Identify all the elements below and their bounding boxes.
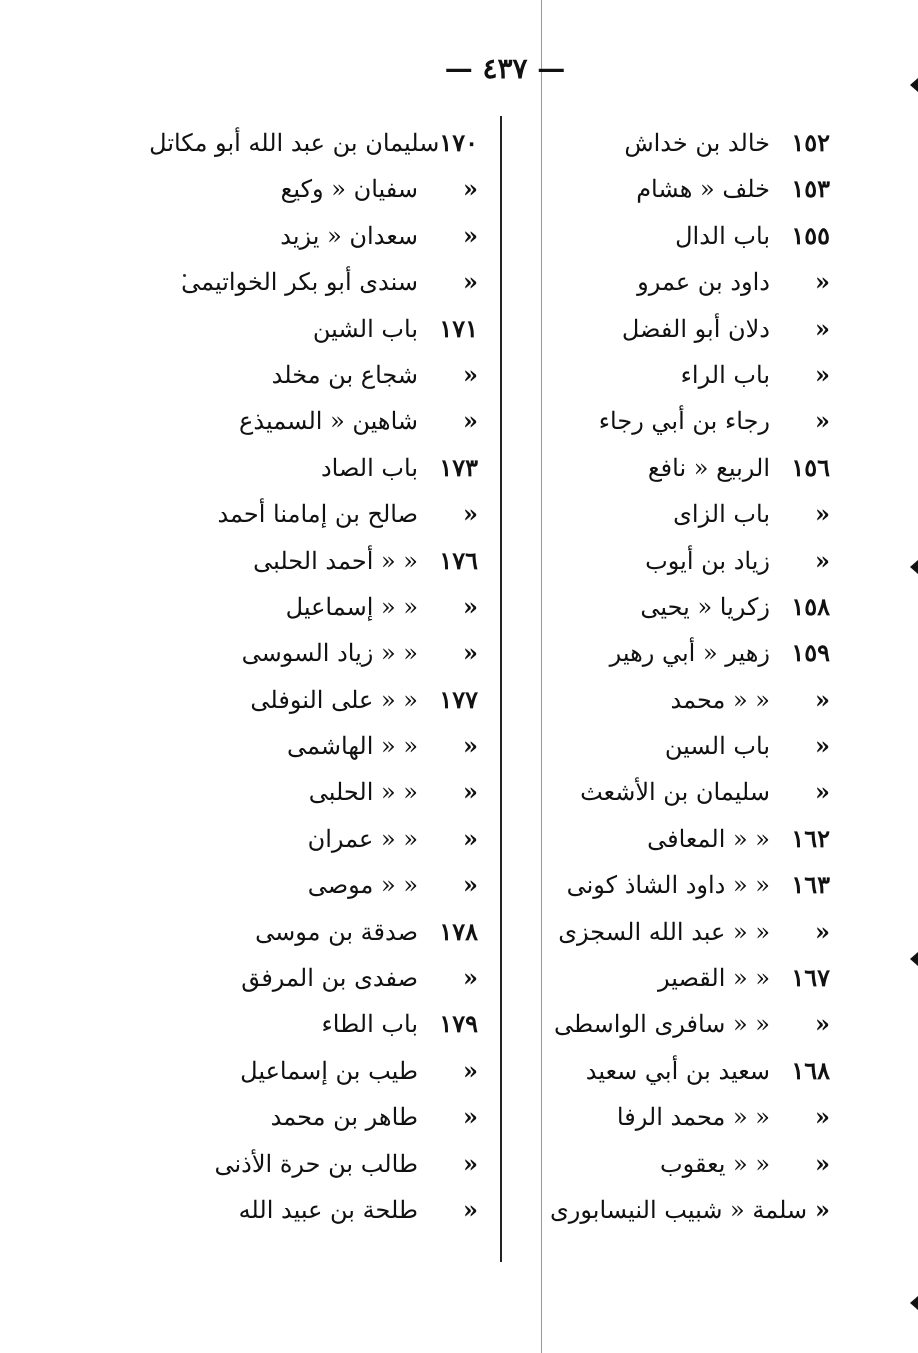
entry-name: باب الزاى: [673, 500, 770, 529]
entry-name: دلان أبو الفضل: [621, 314, 770, 343]
index-entry: [550, 538, 830, 584]
index-entry: [178, 213, 478, 259]
entry-page-number: ١٧٩: [439, 1009, 478, 1039]
entry-page-number: «: [815, 916, 830, 946]
entry-name: شجاع بن مخلد: [271, 360, 418, 389]
entry-name: « « القصير: [657, 964, 770, 993]
entry-page-number: «: [463, 174, 478, 204]
index-entry: [178, 955, 478, 1001]
entry-page-number: ١٧٨: [439, 916, 478, 946]
entry-name: باب الصاد: [320, 453, 418, 482]
entry-name: زياد بن أيوب: [645, 546, 770, 575]
index-entry: [550, 1048, 830, 1094]
entry-name: صدقة بن موسى: [255, 917, 418, 946]
index-entry: [550, 398, 830, 444]
entry-page-number: «: [463, 777, 478, 807]
index-entry: [178, 491, 478, 537]
index-entry: [550, 955, 830, 1001]
entry-name: خلف « هشام: [636, 175, 770, 204]
entry-page-number: «: [463, 359, 478, 389]
entry-name: « « عبد الله السجزى: [558, 917, 770, 946]
entry-name: « « سافرى الواسطى: [553, 1010, 770, 1039]
entry-name: سليمان بن عبد الله أبو مكاتل: [149, 129, 440, 157]
entry-page-number: ١٧٧: [439, 684, 478, 714]
entry-name: طلحة بن عبيد الله: [238, 1195, 418, 1224]
entry-page-number: ١٦٨: [791, 1055, 830, 1085]
entry-page-number: ١٧٦: [439, 545, 478, 575]
entry-name: « « محمد الرفا: [616, 1103, 770, 1132]
entry-name: باب الراء: [680, 360, 770, 389]
index-entry: [178, 1094, 478, 1140]
entry-name: سعدان « يزيد: [280, 221, 418, 250]
entry-name: طاهر بن محمد: [270, 1103, 418, 1132]
entry-page-number: ١٥٥: [791, 220, 830, 250]
entry-page-number: «: [815, 267, 830, 297]
entry-page-number: «: [463, 731, 478, 761]
index-entry: [550, 769, 830, 815]
index-entry: [550, 723, 830, 769]
entry-page-number: «: [815, 545, 830, 575]
entry-name: زكريا « يحيى: [640, 592, 770, 621]
margin-mark: [910, 952, 918, 966]
index-entry: [550, 213, 830, 259]
entry-page-number: ١٧٠: [439, 128, 478, 157]
index-entry: [550, 584, 830, 630]
entry-name: زهير « أبي رهير: [609, 639, 770, 668]
entry-name: باب الطاء: [321, 1010, 418, 1039]
entry-page-number: «: [815, 1148, 830, 1178]
entry-name: « « أحمد الحلبى: [253, 546, 418, 575]
index-entry: [178, 909, 478, 955]
entry-name: طيب بن إسماعيل: [240, 1056, 418, 1085]
entry-page-number: «: [815, 777, 830, 807]
index-entry: [178, 816, 478, 862]
index-entry: [550, 630, 830, 676]
entry-page-number: «: [463, 1194, 478, 1224]
entry-page-number: «: [815, 313, 830, 343]
entry-page-number: «: [815, 406, 830, 436]
index-entry: [178, 723, 478, 769]
entry-name: « « موصى: [307, 871, 418, 900]
entry-name: طالب بن حرة الأذنى: [214, 1149, 418, 1178]
index-entry: [550, 1094, 830, 1140]
entry-name: داود بن عمرو: [637, 268, 770, 297]
entry-name: « « إسماعيل: [285, 592, 418, 621]
index-entry: [178, 1001, 478, 1047]
entry-name: « « داود الشاذ كونى: [566, 871, 770, 900]
entry-name: شاهين « السميذع: [239, 407, 418, 436]
index-entry: [178, 862, 478, 908]
entry-name: خالد بن خداش: [624, 129, 770, 157]
index-entry: [178, 1141, 478, 1187]
index-entry: [178, 1048, 478, 1094]
entry-page-number: «: [463, 638, 478, 668]
index-entry: [550, 259, 830, 305]
index-entry: [550, 306, 830, 352]
right-column: [550, 120, 830, 1233]
page-gutter-line: [541, 0, 542, 1353]
entry-page-number: «: [463, 1148, 478, 1178]
index-entry: [178, 352, 478, 398]
page-number: — ٤٣٧ —: [444, 52, 566, 85]
entry-name: صفدى بن المرفق: [241, 964, 418, 993]
index-entry: [178, 398, 478, 444]
entry-name: سليمان بن الأشعث: [580, 778, 770, 807]
entry-name: رجاء بن أبي رجاء: [598, 407, 770, 436]
entry-page-number: «: [815, 499, 830, 529]
entry-name: الربيع « نافع: [647, 453, 770, 482]
index-entry: [550, 1141, 830, 1187]
entry-page-number: «: [815, 684, 830, 714]
entry-page-number: ١٧١: [439, 313, 478, 343]
margin-mark: [910, 1296, 918, 1310]
index-entry: [178, 677, 478, 723]
entry-name: « « يعقوب: [659, 1149, 770, 1178]
entry-page-number: «: [463, 963, 478, 993]
entry-name: « « الهاشمى: [287, 732, 418, 761]
index-entry: [550, 862, 830, 908]
entry-page-number: «: [463, 406, 478, 436]
entry-name: سلمة « شبيب النيسابورى: [550, 1195, 808, 1224]
index-entry: [178, 538, 478, 584]
entry-page-number: ١٥٦: [791, 452, 830, 482]
entry-name: باب السين: [664, 732, 770, 761]
entry-page-number: «: [463, 499, 478, 529]
index-entry: [550, 909, 830, 955]
index-entry: [178, 630, 478, 676]
entry-page-number: «: [815, 1194, 830, 1224]
margin-mark: [910, 560, 918, 574]
entry-name: « « عمران: [307, 824, 418, 853]
index-entry: [550, 491, 830, 537]
index-entry: [178, 166, 478, 212]
entry-page-number: ١٥٨: [791, 591, 830, 621]
index-entry: [550, 120, 830, 166]
index-entry: [550, 352, 830, 398]
entry-page-number: ١٦٧: [791, 963, 830, 993]
entry-page-number: «: [815, 359, 830, 389]
entry-page-number: ١٦٣: [791, 870, 830, 900]
index-entry: [550, 166, 830, 212]
column-divider: [500, 116, 502, 1262]
index-entry: [550, 1001, 830, 1047]
entry-page-number: «: [815, 1102, 830, 1132]
index-entry: [178, 1187, 478, 1233]
entry-page-number: ١٧٣: [439, 452, 478, 482]
entry-page-number: «: [463, 1055, 478, 1085]
entry-name: سندى أبو بكر الخواتيمى: [181, 268, 418, 297]
index-entry: [178, 769, 478, 815]
entry-page-number: «: [463, 870, 478, 900]
entry-page-number: «: [815, 1009, 830, 1039]
index-entry: [550, 677, 830, 723]
entry-name: باب الشين: [312, 314, 418, 343]
entry-page-number: «: [463, 591, 478, 621]
entry-name: « « المعافى: [647, 824, 770, 853]
index-entry: [178, 584, 478, 630]
entry-name: باب الدال: [675, 221, 770, 250]
entry-name: « « محمد: [670, 685, 770, 714]
index-entry: [178, 445, 478, 491]
entry-page-number: «: [463, 823, 478, 853]
index-entry: [550, 445, 830, 491]
entry-page-number: «: [463, 220, 478, 250]
index-entry: [178, 306, 478, 352]
entry-page-number: ١٥٩: [791, 638, 830, 668]
entry-name: صالح بن إمامنا أحمد: [217, 500, 418, 529]
entry-page-number: «: [463, 267, 478, 297]
entry-name: « « الحلبى: [308, 778, 418, 807]
index-entry: [550, 816, 830, 862]
index-entry: [178, 259, 478, 305]
entry-page-number: «: [463, 1102, 478, 1132]
index-entry: [550, 1187, 830, 1233]
entry-page-number: ١٦٢: [791, 823, 830, 853]
left-column: [149, 120, 478, 1233]
entry-page-number: ١٥٢: [791, 128, 830, 157]
entry-name: « « على النوفلى: [250, 685, 418, 714]
index-entry: [149, 120, 478, 166]
entry-page-number: ١٥٣: [791, 174, 830, 204]
entry-name: « « زياد السوسى: [241, 639, 418, 668]
entry-page-number: «: [815, 731, 830, 761]
entry-name: سعيد بن أبي سعيد: [585, 1056, 770, 1085]
entry-name: سفيان « وكيع: [280, 175, 418, 204]
